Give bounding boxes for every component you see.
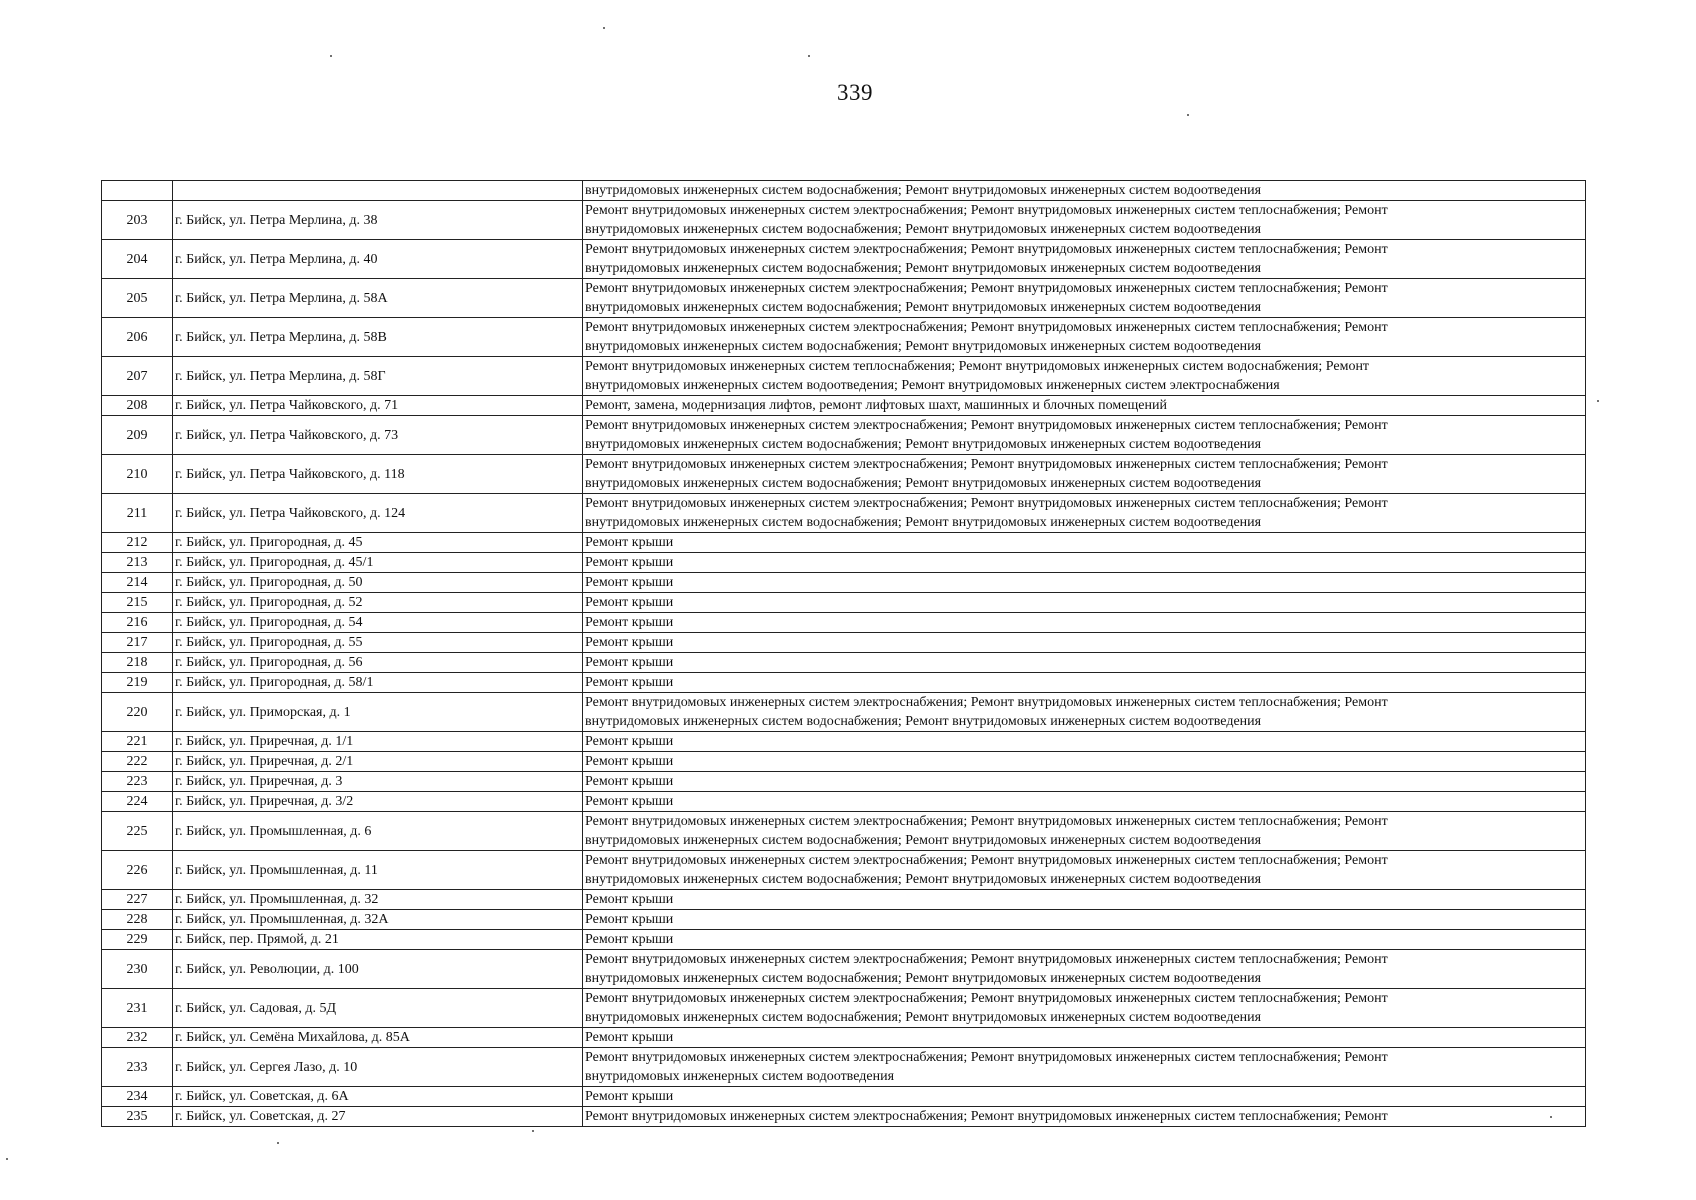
work-type-cell: Ремонт крыши	[583, 533, 1586, 553]
address-cell: г. Бийск, ул. Сергея Лазо, д. 10	[173, 1048, 583, 1087]
table-row	[102, 989, 1586, 1028]
table-row	[102, 318, 1586, 357]
row-number-cell: 233	[102, 1048, 173, 1087]
registry-body	[102, 181, 1586, 1127]
row-number-cell: 219	[102, 673, 173, 693]
table-row	[102, 653, 1586, 673]
row-number-cell: 226	[102, 851, 173, 890]
scan-speck	[603, 27, 605, 29]
work-type-cell: Ремонт крыши	[583, 752, 1586, 772]
address-cell: г. Бийск, ул. Петра Мерлина, д. 38	[173, 201, 583, 240]
address-cell: г. Бийск, ул. Петра Мерлина, д. 58В	[173, 318, 583, 357]
table-row	[102, 593, 1586, 613]
address-cell: г. Бийск, ул. Петра Мерлина, д. 40	[173, 240, 583, 279]
work-type-cell: Ремонт внутридомовых инженерных систем электроснабжения; Ремонт внутридомовых инженерных систем теплоснабжения; Ремонт внутридомовых инженерных систем водоснабжения; Ремонт внутридомовых инженерных систем водоотведения	[583, 318, 1586, 357]
table-row	[102, 633, 1586, 653]
work-type-cell: Ремонт внутридомовых инженерных систем электроснабжения; Ремонт внутридомовых инженерных систем теплоснабжения; Ремонт внутридомовых инженерных систем водоснабжения; Ремонт внутридомовых инженерных систем водоотведения	[583, 693, 1586, 732]
table-row	[102, 1087, 1586, 1107]
work-type-cell: Ремонт крыши	[583, 890, 1586, 910]
address-cell: г. Бийск, ул. Пригородная, д. 55	[173, 633, 583, 653]
table-row	[102, 396, 1586, 416]
work-type-cell: Ремонт внутридомовых инженерных систем электроснабжения; Ремонт внутридомовых инженерных систем теплоснабжения; Ремонт внутридомовых инженерных систем водоснабжения; Ремонт внутридомовых инженерных систем водоотведения	[583, 279, 1586, 318]
address-cell: г. Бийск, ул. Петра Мерлина, д. 58А	[173, 279, 583, 318]
address-cell: г. Бийск, ул. Петра Чайковского, д. 118	[173, 455, 583, 494]
row-number-cell: 205	[102, 279, 173, 318]
row-number-cell: 216	[102, 613, 173, 633]
row-number-cell: 229	[102, 930, 173, 950]
row-number-cell: 231	[102, 989, 173, 1028]
work-type-cell: Ремонт крыши	[583, 553, 1586, 573]
address-cell: г. Бийск, ул. Приморская, д. 1	[173, 693, 583, 732]
address-cell: г. Бийск, ул. Петра Чайковского, д. 71	[173, 396, 583, 416]
scan-speck	[1187, 114, 1189, 116]
row-number-cell: 206	[102, 318, 173, 357]
repair-registry-table	[101, 180, 1586, 1127]
scan-speck	[1597, 400, 1599, 402]
work-type-cell: Ремонт крыши	[583, 910, 1586, 930]
address-cell: г. Бийск, ул. Пригородная, д. 54	[173, 613, 583, 633]
row-number-cell: 234	[102, 1087, 173, 1107]
table-row	[102, 673, 1586, 693]
scan-speck	[330, 55, 332, 57]
row-number-cell	[102, 181, 173, 201]
row-number-cell: 232	[102, 1028, 173, 1048]
address-cell: г. Бийск, ул. Промышленная, д. 11	[173, 851, 583, 890]
work-type-cell: Ремонт внутридомовых инженерных систем электроснабжения; Ремонт внутридомовых инженерных систем теплоснабжения; Ремонт внутридомовых инженерных систем водоснабжения; Ремонт внутридомовых инженерных систем водоотведения	[583, 201, 1586, 240]
work-type-cell: Ремонт внутридомовых инженерных систем электроснабжения; Ремонт внутридомовых инженерных систем теплоснабжения; Ремонт внутридомовых инженерных систем водоснабжения; Ремонт внутридомовых инженерных систем водоотведения	[583, 812, 1586, 851]
work-type-cell: Ремонт крыши	[583, 772, 1586, 792]
address-cell: г. Бийск, ул. Приречная, д. 2/1	[173, 752, 583, 772]
work-type-cell: Ремонт внутридомовых инженерных систем теплоснабжения; Ремонт внутридомовых инженерных систем водоснабжения; Ремонт внутридомовых инженерных систем водоотведения; Ремонт внутридомовых инженерных систем электроснабжения	[583, 357, 1586, 396]
address-cell: г. Бийск, ул. Петра Мерлина, д. 58Г	[173, 357, 583, 396]
address-cell: г. Бийск, ул. Приречная, д. 3/2	[173, 792, 583, 812]
row-number-cell: 224	[102, 792, 173, 812]
row-number-cell: 208	[102, 396, 173, 416]
table-row	[102, 533, 1586, 553]
table-row	[102, 201, 1586, 240]
table-row	[102, 553, 1586, 573]
row-number-cell: 212	[102, 533, 173, 553]
row-number-cell: 223	[102, 772, 173, 792]
table-row	[102, 573, 1586, 593]
row-number-cell: 217	[102, 633, 173, 653]
table-row	[102, 752, 1586, 772]
address-cell: г. Бийск, ул. Промышленная, д. 32	[173, 890, 583, 910]
scan-speck	[532, 1130, 534, 1132]
page-number: 339	[837, 80, 873, 105]
row-number-cell: 215	[102, 593, 173, 613]
address-cell: г. Бийск, ул. Приречная, д. 1/1	[173, 732, 583, 752]
work-type-cell: Ремонт внутридомовых инженерных систем электроснабжения; Ремонт внутридомовых инженерных систем теплоснабжения; Ремонт внутридомовых инженерных систем водоснабжения; Ремонт внутридомовых инженерных систем водоотведения	[583, 240, 1586, 279]
row-number-cell: 220	[102, 693, 173, 732]
table-row	[102, 455, 1586, 494]
row-number-cell: 209	[102, 416, 173, 455]
row-number-cell: 221	[102, 732, 173, 752]
table-row	[102, 181, 1586, 201]
work-type-cell: Ремонт внутридомовых инженерных систем электроснабжения; Ремонт внутридомовых инженерных систем теплоснабжения; Ремонт внутридомовых инженерных систем водоснабжения; Ремонт внутридомовых инженерных систем водоотведения	[583, 455, 1586, 494]
address-cell: г. Бийск, ул. Приречная, д. 3	[173, 772, 583, 792]
row-number-cell: 203	[102, 201, 173, 240]
work-type-cell: внутридомовых инженерных систем водоснабжения; Ремонт внутридомовых инженерных систем водоотведения	[583, 181, 1586, 201]
work-type-cell: Ремонт внутридомовых инженерных систем электроснабжения; Ремонт внутридомовых инженерных систем теплоснабжения; Ремонт внутридомовых инженерных систем водоснабжения; Ремонт внутридомовых инженерных систем водоотведения	[583, 416, 1586, 455]
row-number-cell: 207	[102, 357, 173, 396]
table-row	[102, 1028, 1586, 1048]
table-row	[102, 494, 1586, 533]
address-cell: г. Бийск, ул. Пригородная, д. 52	[173, 593, 583, 613]
work-type-cell: Ремонт крыши	[583, 1028, 1586, 1048]
address-cell: г. Бийск, ул. Петра Чайковского, д. 124	[173, 494, 583, 533]
work-type-cell: Ремонт, замена, модернизация лифтов, ремонт лифтовых шахт, машинных и блочных помещений	[583, 396, 1586, 416]
address-cell: г. Бийск, ул. Пригородная, д. 45/1	[173, 553, 583, 573]
address-cell: г. Бийск, ул. Пригородная, д. 45	[173, 533, 583, 553]
row-number-cell: 235	[102, 1107, 173, 1127]
table-row	[102, 792, 1586, 812]
work-type-cell: Ремонт внутридомовых инженерных систем электроснабжения; Ремонт внутридомовых инженерных систем теплоснабжения; Ремонт внутридомовых инженерных систем водоснабжения; Ремонт внутридомовых инженерных систем водоотведения	[583, 989, 1586, 1028]
row-number-cell: 222	[102, 752, 173, 772]
table-row	[102, 1048, 1586, 1087]
address-cell: г. Бийск, ул. Пригородная, д. 50	[173, 573, 583, 593]
address-cell: г. Бийск, ул. Пригородная, д. 58/1	[173, 673, 583, 693]
address-cell: г. Бийск, ул. Петра Чайковского, д. 73	[173, 416, 583, 455]
row-number-cell: 228	[102, 910, 173, 930]
address-cell: г. Бийск, ул. Семёна Михайлова, д. 85А	[173, 1028, 583, 1048]
scan-speck	[808, 55, 810, 57]
work-type-cell: Ремонт крыши	[583, 1087, 1586, 1107]
address-cell: г. Бийск, ул. Советская, д. 6А	[173, 1087, 583, 1107]
work-type-cell: Ремонт внутридомовых инженерных систем электроснабжения; Ремонт внутридомовых инженерных систем теплоснабжения; Ремонт внутридомовых инженерных систем водоснабжения; Ремонт внутридомовых инженерных систем водоотведения	[583, 851, 1586, 890]
row-number-cell: 204	[102, 240, 173, 279]
work-type-cell: Ремонт крыши	[583, 673, 1586, 693]
address-cell: г. Бийск, ул. Пригородная, д. 56	[173, 653, 583, 673]
work-type-cell: Ремонт крыши	[583, 573, 1586, 593]
row-number-cell: 211	[102, 494, 173, 533]
scan-speck	[1550, 1116, 1552, 1118]
work-type-cell: Ремонт крыши	[583, 613, 1586, 633]
work-type-cell: Ремонт крыши	[583, 633, 1586, 653]
table-row	[102, 279, 1586, 318]
address-cell: г. Бийск, ул. Советская, д. 27	[173, 1107, 583, 1127]
scan-speck	[6, 1158, 8, 1160]
table-row	[102, 357, 1586, 396]
address-cell: г. Бийск, ул. Промышленная, д. 6	[173, 812, 583, 851]
row-number-cell: 225	[102, 812, 173, 851]
address-cell	[173, 181, 583, 201]
work-type-cell: Ремонт внутридомовых инженерных систем электроснабжения; Ремонт внутридомовых инженерных систем теплоснабжения; Ремонт	[583, 1107, 1586, 1127]
table-row	[102, 240, 1586, 279]
table-row	[102, 950, 1586, 989]
address-cell: г. Бийск, пер. Прямой, д. 21	[173, 930, 583, 950]
table-row	[102, 851, 1586, 890]
table-row	[102, 416, 1586, 455]
address-cell: г. Бийск, ул. Революции, д. 100	[173, 950, 583, 989]
work-type-cell: Ремонт внутридомовых инженерных систем электроснабжения; Ремонт внутридомовых инженерных систем теплоснабжения; Ремонт внутридомовых инженерных систем водоснабжения; Ремонт внутридомовых инженерных систем водоотведения	[583, 494, 1586, 533]
scan-speck	[277, 1142, 279, 1144]
work-type-cell: Ремонт крыши	[583, 653, 1586, 673]
table-row	[102, 732, 1586, 752]
work-type-cell: Ремонт крыши	[583, 732, 1586, 752]
table-row	[102, 890, 1586, 910]
table-row	[102, 930, 1586, 950]
table-row	[102, 613, 1586, 633]
work-type-cell: Ремонт внутридомовых инженерных систем электроснабжения; Ремонт внутридомовых инженерных систем теплоснабжения; Ремонт внутридомовых инженерных систем водоснабжения; Ремонт внутридомовых инженерных систем водоотведения	[583, 950, 1586, 989]
table-row	[102, 772, 1586, 792]
table-row	[102, 910, 1586, 930]
table-row	[102, 812, 1586, 851]
work-type-cell: Ремонт крыши	[583, 593, 1586, 613]
row-number-cell: 214	[102, 573, 173, 593]
row-number-cell: 230	[102, 950, 173, 989]
address-cell: г. Бийск, ул. Садовая, д. 5Д	[173, 989, 583, 1028]
work-type-cell: Ремонт внутридомовых инженерных систем электроснабжения; Ремонт внутридомовых инженерных систем теплоснабжения; Ремонт внутридомовых инженерных систем водоотведения	[583, 1048, 1586, 1087]
address-cell: г. Бийск, ул. Промышленная, д. 32А	[173, 910, 583, 930]
work-type-cell: Ремонт крыши	[583, 930, 1586, 950]
table-row	[102, 693, 1586, 732]
work-type-cell: Ремонт крыши	[583, 792, 1586, 812]
row-number-cell: 213	[102, 553, 173, 573]
table-row	[102, 1107, 1586, 1127]
row-number-cell: 227	[102, 890, 173, 910]
row-number-cell: 218	[102, 653, 173, 673]
row-number-cell: 210	[102, 455, 173, 494]
